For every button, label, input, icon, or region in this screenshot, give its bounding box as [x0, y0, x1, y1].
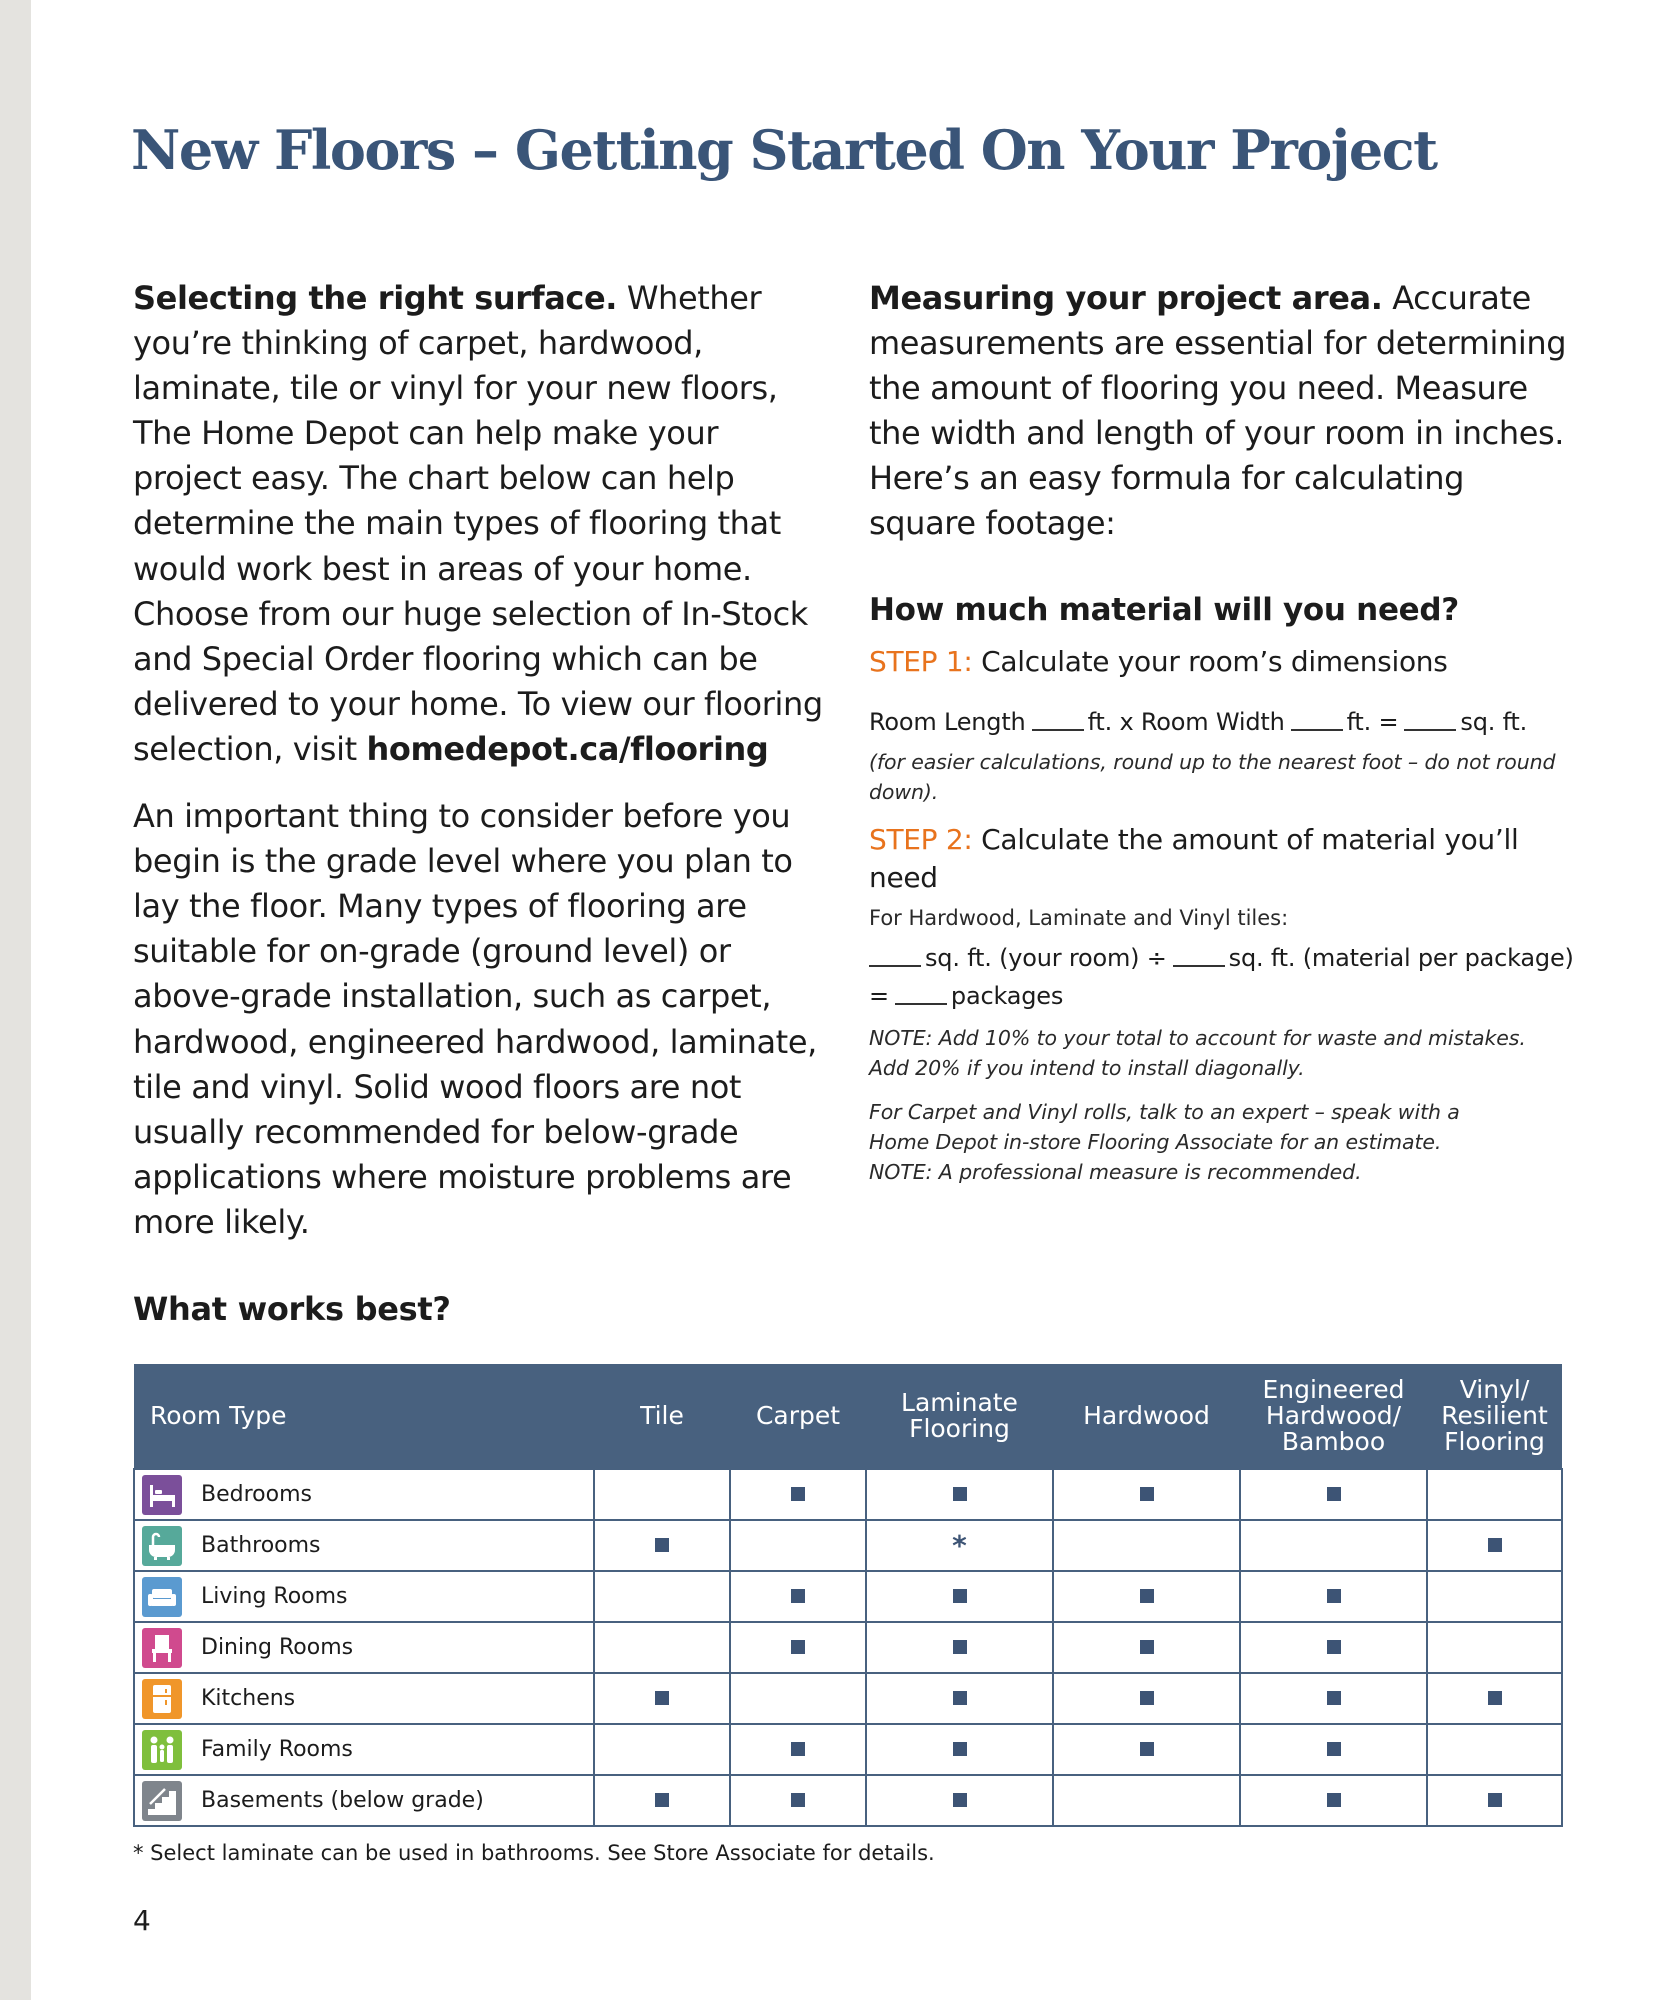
table-row: [134, 1469, 1562, 1520]
formula-room-length: Room Length: [869, 707, 1026, 736]
surface-text: Whether you’re thinking of carpet, hardwood, laminate, tile or vinyl for your new floors, The Home Depot can help make your project easy. The chart below can help determine the main types of flooring that would work best in areas of your home. Choose from our huge selection of In-Stock and Special Order flooring which can be delivered to your home. To view our flooring selection, visit: [133, 279, 823, 768]
laminate-cell: [866, 1775, 1053, 1826]
carpet-cell: [730, 1520, 866, 1571]
header-hardwood: Hardwood: [1053, 1364, 1240, 1469]
tile-cell: [594, 1469, 730, 1520]
fridge-icon: [142, 1679, 182, 1719]
grade-paragraph: An important thing to consider before you begin is the grade level where you plan to lay the floor. Many types of flooring are suitable for on-grade (ground level) or above-grade installation, such as carpet, hardwood, engineered hardwood, laminate, tile and vinyl. Solid wood floors are not usually recommended for below-grade applications where moisture problems are more likely.: [133, 797, 817, 1241]
check-mark: [1488, 1793, 1502, 1807]
room-label: Bedrooms: [201, 1482, 312, 1507]
table-row: [134, 1520, 1562, 1571]
header-engineered: Engineered Hardwood/ Bamboo: [1240, 1364, 1427, 1469]
waste-note: [869, 1023, 1579, 1083]
tile-cell: [594, 1520, 730, 1571]
laminate-cell: [866, 1520, 1053, 1571]
check-mark: [1488, 1691, 1502, 1705]
engineered-cell: [1240, 1622, 1427, 1673]
sofa-icon: [142, 1577, 182, 1617]
hardwood-cell: [1053, 1724, 1240, 1775]
waste-note-line-1: NOTE: Add 10% to your total to account for waste and mistakes.: [869, 1025, 1526, 1050]
stairs-icon: [142, 1781, 182, 1821]
bathtub-icon: [142, 1526, 182, 1566]
vinyl-cell: [1427, 1673, 1562, 1724]
hardwood-cell: [1053, 1520, 1240, 1571]
laminate-cell: [866, 1469, 1053, 1520]
step-2-number: STEP 2:: [869, 822, 973, 856]
left-column: [133, 276, 833, 1245]
header-tile: Tile: [594, 1364, 730, 1469]
check-mark: [1327, 1691, 1341, 1705]
header-room-type: Room Type: [134, 1364, 594, 1469]
room-type-cell: [134, 1571, 594, 1622]
check-mark: [953, 1640, 967, 1654]
check-mark: [1327, 1487, 1341, 1501]
check-mark: [791, 1793, 805, 1807]
carpet-cell: [730, 1673, 866, 1724]
table-footnote: * Select laminate can be used in bathrooms. See Store Associate for details.: [133, 1841, 935, 1865]
check-mark: [791, 1640, 805, 1654]
flooring-table: [133, 1364, 1563, 1827]
vinyl-cell: [1427, 1520, 1562, 1571]
check-mark: [953, 1487, 967, 1501]
check-mark: [1327, 1793, 1341, 1807]
check-mark: [655, 1538, 669, 1552]
hardwood-cell: [1053, 1622, 1240, 1673]
formula-packages-1: [869, 939, 1579, 977]
table-heading: What works best?: [133, 1290, 451, 1328]
engineered-cell: [1240, 1520, 1427, 1571]
check-mark: [953, 1742, 967, 1756]
engineered-cell: [1240, 1571, 1427, 1622]
formula-per-package: sq. ft. (material per package): [1228, 943, 1574, 972]
check-mark: [1327, 1589, 1341, 1603]
carpet-note-line-3: NOTE: A professional measure is recommended.: [869, 1159, 1362, 1184]
tile-cell: [594, 1775, 730, 1826]
engineered-cell: [1240, 1469, 1427, 1520]
bed-icon: [142, 1475, 182, 1515]
header-laminate: Laminate Flooring: [866, 1364, 1053, 1469]
laminate-cell: [866, 1571, 1053, 1622]
check-mark: [1140, 1691, 1154, 1705]
formula-equals-2: =: [869, 981, 889, 1010]
hardwood-cell: [1053, 1673, 1240, 1724]
formula-equals: ft. =: [1346, 707, 1399, 736]
check-mark: [1140, 1640, 1154, 1654]
vinyl-cell: [1427, 1622, 1562, 1673]
check-mark: [1140, 1589, 1154, 1603]
laminate-cell: [866, 1673, 1053, 1724]
engineered-cell: [1240, 1775, 1427, 1826]
vinyl-cell: [1427, 1724, 1562, 1775]
room-type-cell: [134, 1469, 594, 1520]
room-label: Basements (below grade): [201, 1788, 484, 1813]
check-mark: [655, 1691, 669, 1705]
room-label: Dining Rooms: [201, 1635, 354, 1660]
check-mark: [655, 1793, 669, 1807]
vinyl-cell: [1427, 1469, 1562, 1520]
flooring-link[interactable]: homedepot.ca/flooring: [366, 729, 769, 768]
table-row: [134, 1622, 1562, 1673]
header-carpet: Carpet: [730, 1364, 866, 1469]
step-1: [869, 643, 1579, 681]
tile-types-label: For Hardwood, Laminate and Vinyl tiles:: [869, 905, 1289, 930]
surface-paragraph: [133, 276, 833, 772]
room-label: Kitchens: [201, 1686, 296, 1711]
blank-line: [1173, 963, 1225, 967]
page-edge: [0, 0, 31, 2000]
check-mark: [1140, 1742, 1154, 1756]
carpet-cell: [730, 1622, 866, 1673]
check-mark: [791, 1487, 805, 1501]
room-type-cell: [134, 1673, 594, 1724]
chair-icon: [142, 1628, 182, 1668]
tile-cell: [594, 1571, 730, 1622]
engineered-cell: [1240, 1724, 1427, 1775]
room-type-cell: [134, 1622, 594, 1673]
measuring-text: Accurate measurements are essential for determining the amount of flooring you need. Measure the width and length of your room in inches. Here’s an easy formula for calculating square footage:: [869, 279, 1567, 543]
tile-cell: [594, 1622, 730, 1673]
check-mark: [1488, 1538, 1502, 1552]
formula-sqft: sq. ft.: [1460, 707, 1528, 736]
check-mark: [953, 1793, 967, 1807]
blank-line: [1404, 727, 1456, 731]
carpet-note: [869, 1097, 1579, 1187]
rounding-note: (for easier calculations, round up to the nearest foot – do not round down).: [869, 749, 1556, 804]
vinyl-cell: [1427, 1775, 1562, 1826]
carpet-cell: [730, 1571, 866, 1622]
blank-line: [1032, 727, 1084, 731]
tile-cell: [594, 1673, 730, 1724]
check-mark: [791, 1742, 805, 1756]
material-heading: How much material will you need?: [869, 591, 1459, 628]
step-1-number: STEP 1:: [869, 644, 973, 678]
asterisk-mark: *: [952, 1529, 967, 1562]
hardwood-cell: [1053, 1775, 1240, 1826]
step-2: [869, 821, 1579, 897]
waste-note-line-2: Add 20% if you intend to install diagonally.: [869, 1055, 1305, 1080]
step-1-text: Calculate your room’s dimensions: [972, 644, 1448, 678]
room-type-cell: [134, 1775, 594, 1826]
measuring-heading: Measuring your project area.: [869, 279, 1383, 317]
table-header-row: [134, 1364, 1562, 1469]
family-icon: [142, 1730, 182, 1770]
right-column: [869, 276, 1579, 1187]
formula-dimensions: [869, 703, 1579, 741]
step-2-text: Calculate the amount of material you’ll need: [869, 822, 1519, 894]
check-mark: [953, 1589, 967, 1603]
check-mark: [791, 1589, 805, 1603]
table-row: [134, 1775, 1562, 1826]
check-mark: [1327, 1742, 1341, 1756]
tile-cell: [594, 1724, 730, 1775]
carpet-cell: [730, 1724, 866, 1775]
check-mark: [1140, 1487, 1154, 1501]
hardwood-cell: [1053, 1571, 1240, 1622]
check-mark: [1327, 1640, 1341, 1654]
page-title: New Floors – Getting Started On Your Project: [131, 118, 1437, 182]
formula-packages-label: packages: [950, 981, 1064, 1010]
carpet-note-line-2: Home Depot in-store Flooring Associate for an estimate.: [869, 1129, 1442, 1154]
room-label: Living Rooms: [201, 1584, 348, 1609]
header-vinyl: Vinyl/ Resilient Flooring: [1427, 1364, 1562, 1469]
measuring-paragraph: [869, 276, 1579, 547]
room-label: Bathrooms: [201, 1533, 321, 1558]
room-type-cell: [134, 1724, 594, 1775]
room-type-cell: [134, 1520, 594, 1571]
laminate-cell: [866, 1724, 1053, 1775]
formula-packages-2: [869, 977, 1579, 1015]
table-row: [134, 1724, 1562, 1775]
carpet-cell: [730, 1775, 866, 1826]
carpet-cell: [730, 1469, 866, 1520]
carpet-note-line-1: For Carpet and Vinyl rolls, talk to an expert – speak with a: [869, 1099, 1460, 1124]
engineered-cell: [1240, 1673, 1427, 1724]
formula-your-room: sq. ft. (your room) ÷: [925, 943, 1167, 972]
laminate-cell: [866, 1622, 1053, 1673]
page-number: 4: [133, 1904, 151, 1937]
blank-line: [895, 1001, 947, 1005]
hardwood-cell: [1053, 1469, 1240, 1520]
vinyl-cell: [1427, 1571, 1562, 1622]
check-mark: [953, 1691, 967, 1705]
surface-heading: Selecting the right surface.: [133, 279, 618, 317]
room-label: Family Rooms: [201, 1737, 353, 1762]
blank-line: [1291, 727, 1343, 731]
table-row: [134, 1673, 1562, 1724]
formula-room-width: ft. x Room Width: [1087, 707, 1285, 736]
table-row: [134, 1571, 1562, 1622]
blank-line: [869, 963, 921, 967]
